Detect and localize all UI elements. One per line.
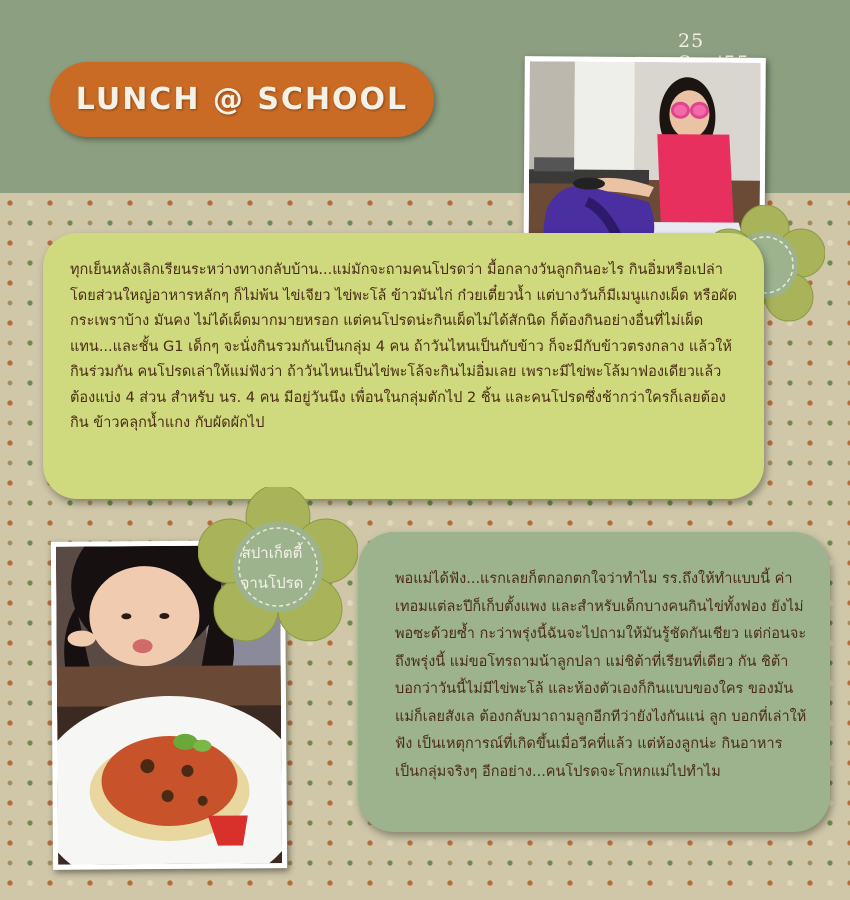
food-label (212, 538, 332, 598)
story-paragraph-1: ทุกเย็นหลังเลิกเรียนระหว่างทางกลับบ้าน...แม่มักจะถามคนโปรดว่า มื้อกลางวันลูกกินอะไร กินอิ่มหรือเปล่า โดยส่วนใหญ่อาหารหลักๆ ก็ไม่พ้น ไข่เจียว ไข่พะโล้ ข้าวมันไก่ ก๋วยเตี๋ยวน้ำ แต่บางวันก็มีเมนูแกงเผ็ด หรือผัดกระเพราบ้าง มันคง ไม่ได้เผ็ดมากมายหรอก แต่คนโปรดน่ะกินเผ็ดไม่ได้สักนิด ก็ต้องกินอย่างอื่นที่ไม่เผ็ดแทน...และชั้น G1 เด็กๆ จะนั่งกินรวมกันเป็นกลุ่ม 4 คน ถ้าวันไหนเป็นกับข้าว ก็จะมีกับข้าวตรงกลาง แล้วให้กินร่วมกัน คนโปรดเล่าให้แม่ฟังว่า ถ้าวันไหนเป็นไข่พะโล้จะกินไม่อิ่มเลย เพราะมีไข่พะโล้มาฟองเดียวแล้วต้องแบ่ง 4 ส่วน สำหรับ นร. 4 คน มีอยู่วันนึง เพื่อนในกลุ่มตักไป 2 ชิ้น และคนโปรดซึ่งช้ากว่าใครก็เลยต้องกิน ข้าวคลุกน้ำแกง กับผัดผักไป (70, 262, 738, 431)
date-stamp: 25 (678, 30, 705, 52)
food-label-line-1: สปาเก็ตตี้ (241, 544, 303, 562)
page-title: LUNCH @ SCHOOL (75, 82, 409, 117)
title-banner (50, 62, 434, 137)
food-label-line-2: จานโปรด (240, 574, 304, 592)
story-paragraph-2: พอแม่ได้ฟัง...แรกเลยก็ตกอกตกใจว่าทำไม รร.ถึงให้ทำแบบนี้ ค่าเทอมแต่ละปีก็เก็บตั้งแพง และสำหรับเด็กบางคนกินไข่ทั้งฟอง ยังไม่พอซะด้วยซ้ำ กะว่าพรุ่งนี้ฉันจะไปถามให้มันรู้ชัดกันเชียว แต่ก่อนจะถึงพรุ่งนี้ แม่ขอโทรถามน้าลูกปลา แม่ชิต้าที่เรียนที่เดียว กัน ชิต้าบอกว่าวันนี้ไม่มีไข่พะโล้ และห้องตัวเองก็กินแบบของใคร ของมัน แม่ก็เลยสังเล ต้องกลับมาถามลูกอีกทีว่ายังไงกันแน่ ลูก บอกที่เล่าให้ฟัง เป็นเหตุการณ์ที่เกิดขึ้นเมื่อวีคที่แล้ว แต่ห้องลูกน่ะ กินอาหารเป็นกลุ่มจริงๆ อีกอย่าง...คนโปรดจะโกหกแม่ไปทำไม (395, 571, 807, 780)
